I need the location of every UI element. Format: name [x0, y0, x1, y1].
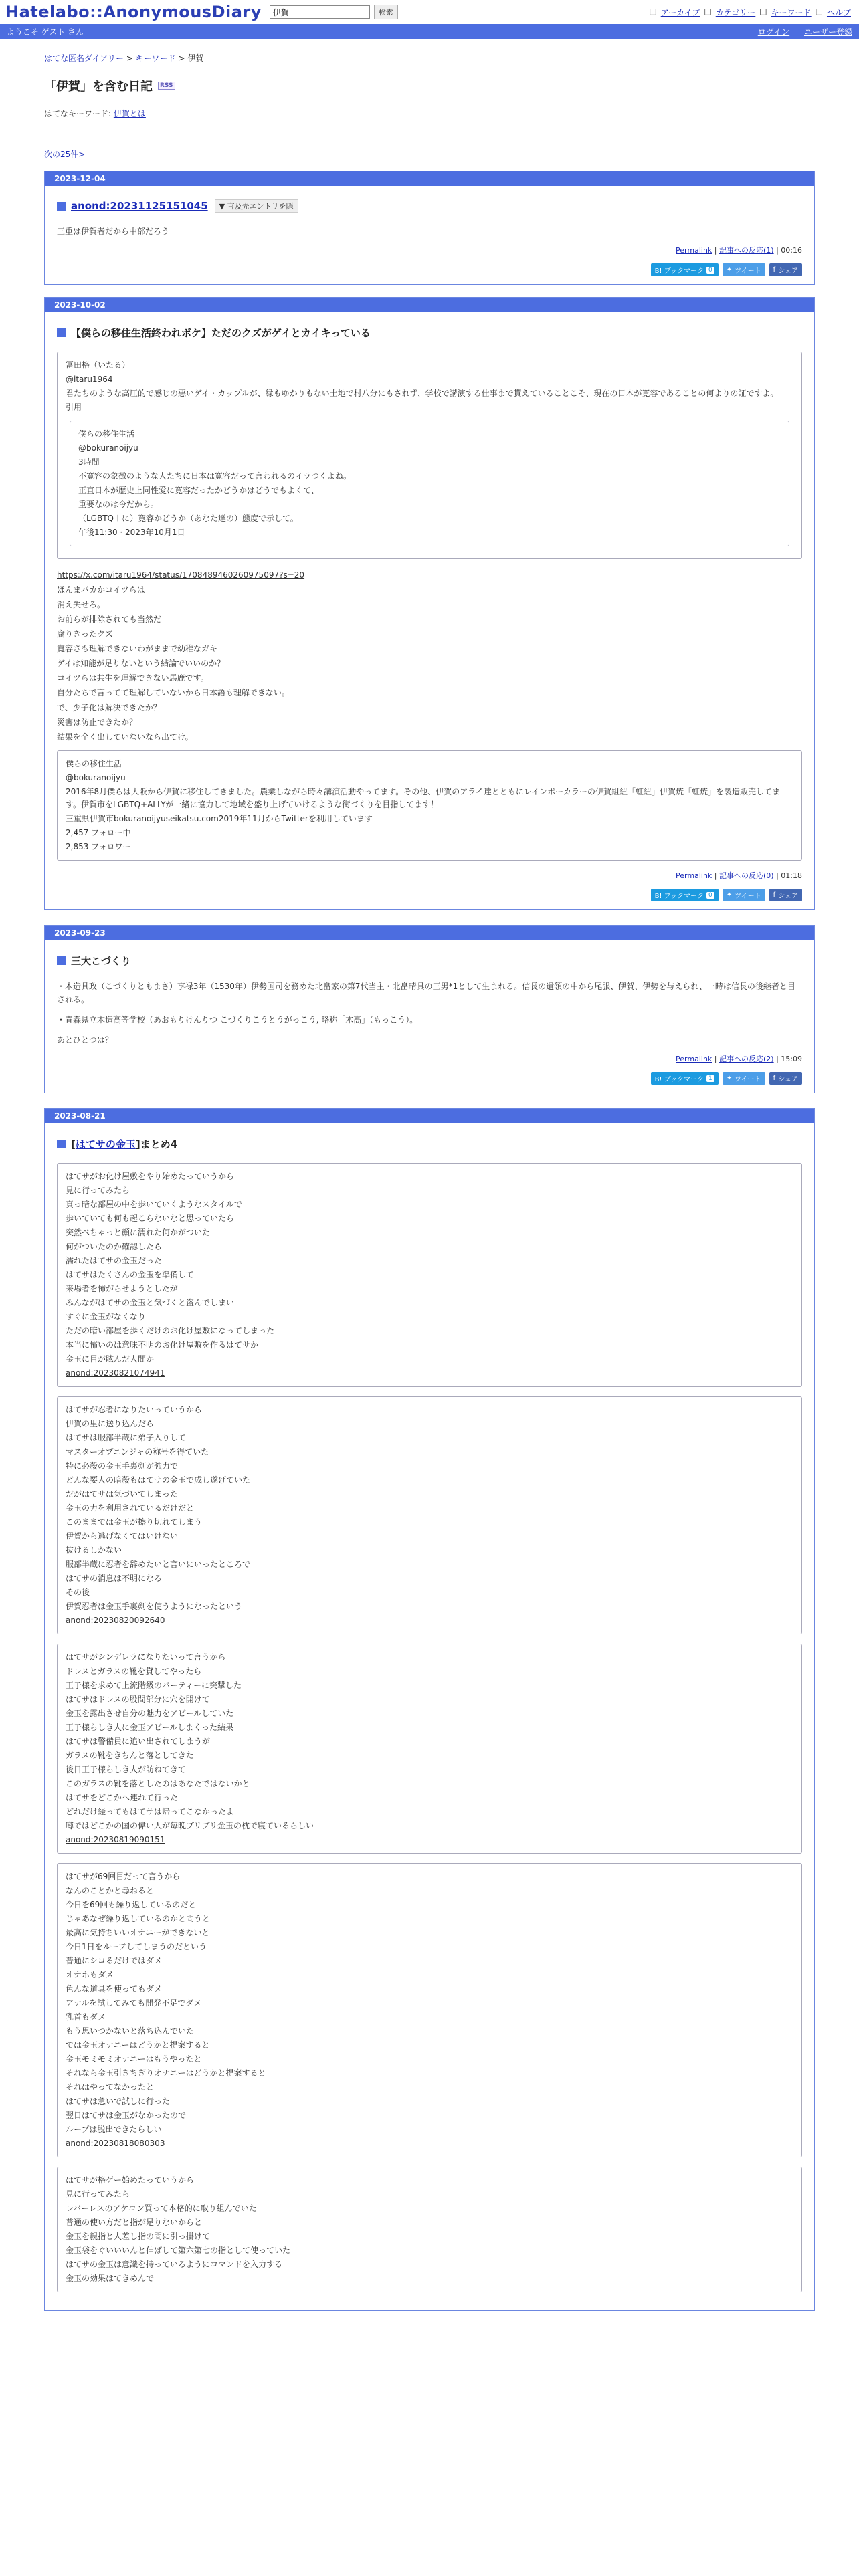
- quote-line: マスターオブニンジャの称号を得ていた: [66, 1447, 209, 1457]
- entry-footer: Permalink | 記事への反応(2) | 15:09: [676, 1055, 802, 1063]
- quote-line: 3時間: [78, 457, 100, 467]
- entry-title: 【僕らの移住生活終われボケ】ただのクズがゲイとカイキっている: [71, 327, 371, 339]
- quote-line: はてサは警備員に追い出されてしまうが: [66, 1737, 211, 1746]
- quote-line: それなら金玉引きちぎりオナニーはどうかと提案すると: [66, 2068, 266, 2078]
- entry-square-icon: [57, 202, 66, 211]
- quote-line: その後: [66, 1588, 90, 1597]
- quote-line: ドレスとガラスの靴を貸してやったら: [66, 1667, 202, 1676]
- quote-line: 噂ではどこかの国の偉い人が毎晩ブリブリ金玉の枕で寝ているらしい: [66, 1821, 314, 1830]
- entry-title: 三大こづくり: [71, 955, 131, 967]
- share-buttons: [57, 263, 802, 276]
- quote-line: 金玉を露出させ自分の魅力をアピールしていた: [66, 1709, 234, 1718]
- day-date: 2023-12-04: [45, 171, 814, 186]
- hatena-bookmark-button[interactable]: B! ブックマーク 0: [651, 263, 719, 276]
- main-content: [44, 52, 815, 2311]
- quote-line: 2,457 フォロー中: [66, 828, 131, 837]
- quote-line: 見に行ってみたら: [66, 1186, 130, 1195]
- keyword-row: [44, 108, 815, 119]
- quote-line: 本当に怖いのは意味不明のお化け屋敷を作るはてサか: [66, 1340, 259, 1350]
- entry-footer: Permalink | 記事への反応(0) | 01:18: [676, 871, 802, 880]
- search-button[interactable]: 検索: [374, 5, 398, 19]
- quote-line: すぐに金玉がなくなり: [66, 1312, 147, 1321]
- category-link[interactable]: カテゴリー: [715, 8, 756, 17]
- blockquote: [57, 2167, 802, 2292]
- reactions-link[interactable]: 記事への反応(2): [719, 1055, 774, 1063]
- blockquote: [57, 352, 802, 559]
- quote-line: どんな要人の暗殺もはてサの金玉で成し遂げていた: [66, 1475, 251, 1485]
- entry-text: あとひとつは？: [57, 1035, 113, 1045]
- entry-title-row: [57, 326, 802, 340]
- quote-line: 乳首もダメ: [66, 2012, 106, 2022]
- quote-line: 君たちのような高圧的で感じの悪いゲイ・カップルが、縁もゆかりもない土地で村八分にもされず、学校で講演する仕事まで貰えていることこそ、現在の日本が寛容であることの何よりの証ですよ。: [66, 389, 779, 398]
- tweet-button[interactable]: ✦ ツイート: [723, 1072, 765, 1085]
- entry-line: で、少子化は解決できたか？: [57, 703, 161, 712]
- quote-line: もう思いつかないと落ち込んでいた: [66, 2026, 195, 2036]
- quote-line: 金玉の力を利用されているだけだと: [66, 1503, 195, 1513]
- quote-line: ループは脱出できたらしい: [66, 2125, 162, 2134]
- quote-line: 2016年8月僕らは大阪から伊賀に移住してきました。農業しながら時々講演活動やってます。その他、伊賀のアライ達とともにレインボーカラーの伊賀組紐「虹紐」伊賀焼「虹焼」を製造販売してます。伊賀市をLGBTQ+ALLYが一緒に協力して地域を盛り上げていけるような街づくりを目指してます！: [66, 787, 781, 809]
- category-icon: □: [704, 7, 712, 16]
- quote-line: 今日を69回も繰り返しているのだと: [66, 1900, 197, 1909]
- quote-line: では金玉オナニーはどうかと提案すると: [66, 2040, 210, 2050]
- quote-line: 抜けるしかない: [66, 1545, 122, 1555]
- quote-line: 金玉を親指と人差し指の間に引っ掛けて: [66, 2232, 211, 2241]
- quote-line: 王子様を求めて上流階級のパーティーに突撃した: [66, 1681, 242, 1690]
- anond-link[interactable]: anond:20230820092640: [66, 1616, 165, 1625]
- quote-line: はてサは服部半蔵に弟子入りして: [66, 1433, 187, 1442]
- quote-line: 突然べちゃっと顔に濡れた何かがついた: [66, 1228, 211, 1237]
- entry-footer: Permalink | 記事への反応(1) | 00:16: [676, 246, 802, 255]
- quote-line: ガラスの靴をきちんと落としてきた: [66, 1751, 194, 1760]
- entry-square-icon: [57, 956, 66, 965]
- entry: [57, 326, 802, 901]
- blockquote: [57, 1644, 802, 1854]
- entry-line: お前らが排除されても当然だ: [57, 615, 162, 624]
- quote-line: はてサが格ゲー始めたっていうから: [66, 2175, 195, 2185]
- quote-line: はてサの消息は不明になる: [66, 1574, 163, 1583]
- user-links: [746, 26, 852, 37]
- entry-line: コイツらは共生を理解できない馬鹿です。: [57, 673, 209, 683]
- page-title: 「伊賀」を含む日記: [44, 80, 153, 94]
- facebook-share-button[interactable]: f シェア: [769, 263, 802, 276]
- quote-line: 真っ暗な部屋の中を歩いていくようなスタイルで: [66, 1200, 242, 1209]
- quote-line: それはやってなかったと: [66, 2082, 155, 2092]
- next-page-link[interactable]: 次の25件>: [44, 150, 86, 159]
- quote-line: オナホもダメ: [66, 1970, 114, 1979]
- quote-line: 金玉の効果はてきめんで: [66, 2274, 155, 2283]
- breadcrumb-sep: >: [178, 53, 185, 63]
- quote-line: はてサがシンデレラになりたいって言うから: [66, 1652, 226, 1662]
- twitter-icon: ✦: [726, 1075, 733, 1082]
- keyword-link-iga[interactable]: 伊賀とは: [113, 109, 146, 118]
- quote-line: このままでは金玉が擦り切れてしまう: [66, 1517, 203, 1527]
- title-bracket: [: [71, 1138, 76, 1150]
- quote-line: 冨田格（いたる）: [66, 360, 130, 370]
- anond-link[interactable]: anond:20230821074941: [66, 1368, 165, 1378]
- breadcrumb-home[interactable]: はてな匿名ダイアリー: [44, 53, 124, 63]
- quote-line: @bokuranoijyu: [66, 773, 126, 782]
- quote-line: 三重県伊賀市bokuranoijyuseikatsu.com2019年11月からTwitterを利用しています: [66, 814, 373, 823]
- tweet-link[interactable]: https://x.com/itaru1964/status/1708489460260975097?s=20: [57, 570, 305, 580]
- page-title-row: [44, 77, 815, 94]
- entry-square-icon: [57, 1140, 66, 1148]
- entry-title-rest: まとめ4: [140, 1138, 178, 1150]
- quote-line: 金玉袋をぐいいいんと伸ばして第六第七の指として使っていた: [66, 2246, 291, 2255]
- facebook-icon: f: [773, 1075, 776, 1082]
- entry-title-row: [57, 1137, 802, 1151]
- keyword-label: はてなキーワード:: [44, 109, 112, 118]
- quote-line: 伊賀から逃げなくてはいけない: [66, 1531, 179, 1541]
- anond-link[interactable]: anond:20230818080303: [66, 2139, 165, 2148]
- user-bar: [0, 24, 859, 39]
- site-logo[interactable]: Hatelabo::AnonymousDiary: [5, 3, 262, 21]
- tweet-button[interactable]: ✦ ツイート: [723, 889, 765, 901]
- twitter-icon: ✦: [726, 266, 733, 274]
- quote-line: 王子様らしき人に金玉アピールしまくった結果: [66, 1723, 234, 1732]
- entry-line: 寛容さも理解できないわがままで幼稚なガキ: [57, 644, 218, 653]
- quote-line: 歩いていても何も起こらないなと思っていたら: [66, 1214, 235, 1223]
- day-section: [44, 925, 815, 1093]
- keyword-icon: □: [759, 7, 767, 16]
- permalink[interactable]: Permalink: [676, 871, 712, 880]
- day-body: [45, 186, 814, 284]
- blockquote: [57, 750, 802, 861]
- day-body: [45, 940, 814, 1093]
- day-date: 2023-08-21: [45, 1109, 814, 1123]
- tweet-button[interactable]: ✦ ツイート: [723, 263, 765, 276]
- facebook-share-button[interactable]: f シェア: [769, 1072, 802, 1085]
- day-body: [45, 1123, 814, 2310]
- blockquote: [57, 1396, 802, 1634]
- breadcrumb-current: 伊賀: [187, 53, 204, 63]
- entry-line: 消え失せろ。: [57, 600, 106, 609]
- entry-title-keyword-link[interactable]: はてサの金玉: [75, 1138, 136, 1150]
- quote-line: だがはてサは気づいてしまった: [66, 1489, 179, 1499]
- quote-line: 不寛容の象徴のような人たちに日本は寛容だって言われるのイラつくよね。: [78, 471, 352, 481]
- quote-line: 何がついたのか確認したら: [66, 1242, 163, 1251]
- help-icon: □: [815, 7, 823, 16]
- hatena-bookmark-button[interactable]: B! ブックマーク 0: [651, 889, 719, 901]
- facebook-share-button[interactable]: f シェア: [769, 889, 802, 901]
- quote-line: 特に必殺の金玉手裏剣が強力で: [66, 1461, 179, 1471]
- quote-line: 今日1日をループしてしまうのだという: [66, 1942, 207, 1951]
- keyword-link[interactable]: キーワード: [771, 8, 812, 17]
- quote-line: 金玉モミモミオナニーはもうやったと: [66, 2054, 202, 2064]
- quote-line: はてサの金玉は意識を持っているようにコマンドを入力する: [66, 2260, 283, 2269]
- top-links: [649, 7, 851, 18]
- breadcrumb-keyword[interactable]: キーワード: [135, 53, 176, 63]
- day-date: 2023-10-02: [45, 298, 814, 312]
- blockquote: [57, 1863, 802, 2157]
- permalink[interactable]: Permalink: [676, 246, 712, 255]
- blockquote: [57, 1163, 802, 1387]
- permalink[interactable]: Permalink: [676, 1055, 712, 1063]
- quote-line: 濡れたはてサの金玉だった: [66, 1256, 163, 1265]
- hide-reference-button[interactable]: ▼ 言及先エントリを隠: [215, 199, 298, 213]
- quote-line: @itaru1964: [66, 374, 113, 384]
- rss-icon[interactable]: RSS: [158, 82, 175, 90]
- entry-line: ほんまバカかコイツらは: [57, 585, 145, 595]
- quote-list: [57, 1163, 802, 2292]
- bookmark-count: 0: [706, 892, 714, 899]
- quote-line: アナルを試してみても開発不足でダメ: [66, 1998, 202, 2008]
- share-buttons: [57, 889, 802, 901]
- search-input[interactable]: [270, 5, 370, 19]
- quote-line: 最高に気持ちいいオナニーができないと: [66, 1928, 210, 1937]
- quote-line: はてサが忍者になりたいっていうから: [66, 1405, 203, 1414]
- quote-line: 色んな道具を使ってもダメ: [66, 1984, 163, 1994]
- quote-line: （LGBTQ＋に）寛容かどうか（あなた達の）態度で示して。: [78, 514, 298, 523]
- entry-text: ・木造具政（こづくりともまさ）享禄3年（1530年）伊勢国司を務めた北畠家の第7代当主・北畠晴具の三男*1として生まれる。信長の遺領の中から尾張、伊賀、伊勢を与えられ、一時は信長の後継者と目される。: [57, 982, 795, 1004]
- nested-blockquote: [70, 421, 789, 546]
- quote-line: どれだけ経ってもはてサは帰ってこなかったよ: [66, 1807, 235, 1816]
- quote-line: はてサがお化け屋敷をやり始めたっていうから: [66, 1172, 235, 1181]
- day-section: [44, 171, 815, 285]
- login-link[interactable]: ログイン: [757, 27, 790, 37]
- quote-line: 2,853 フォロワー: [66, 842, 131, 851]
- quote-line: はてサは急いで試しに行った: [66, 2097, 171, 2106]
- quote-line: 僕らの移住生活: [78, 429, 135, 439]
- entry-title-row: [57, 954, 802, 968]
- help-link[interactable]: ヘルプ: [826, 8, 851, 17]
- entry-text: 三重は伊賀者だから中部だろう: [57, 227, 170, 236]
- twitter-icon: ✦: [726, 891, 733, 899]
- quote-line: みんながはてサの金玉と気づくと盗んでしまい: [66, 1298, 235, 1307]
- quote-line: はてサが69回目だって言うから: [66, 1872, 181, 1881]
- archive-icon: □: [649, 7, 657, 16]
- quote-line: 引用: [66, 403, 82, 412]
- reactions-link[interactable]: 記事への反応(1): [719, 246, 774, 255]
- bookmark-count: 0: [706, 267, 714, 274]
- bookmark-count: 1: [706, 1075, 714, 1082]
- entry-line: 結果を全く出していないなら出てけ。: [57, 732, 193, 742]
- facebook-icon: f: [773, 266, 776, 274]
- quote-line: 見に行ってみたら: [66, 2189, 130, 2199]
- quote-line: 翌日はてサは金玉がなかったので: [66, 2111, 187, 2120]
- quote-line: はてサをどこかへ連れて行った: [66, 1793, 179, 1802]
- quote-line: 伊賀の里に送り込んだら: [66, 1419, 155, 1428]
- entry-line: ゲイは知能が足りないという結論でいいのか？: [57, 659, 225, 668]
- breadcrumb: [44, 52, 815, 64]
- quote-line: じゃあなぜ繰り返しているのかと問うと: [66, 1914, 211, 1923]
- quote-line: このガラスの靴を落としたのはあなたではないかと: [66, 1779, 250, 1788]
- top-bar: [0, 0, 859, 24]
- quote-line: 伊賀忍者は金玉手裏剣を使うようになったという: [66, 1602, 243, 1611]
- quote-line: なんのことかと尋ねると: [66, 1886, 155, 1895]
- quote-line: 僕らの移住生活: [66, 759, 122, 768]
- entry: [57, 1137, 802, 2292]
- quote-line: はてサはたくさんの金玉を準備して: [66, 1270, 195, 1279]
- anond-link[interactable]: anond:20230819090151: [66, 1835, 165, 1844]
- quote-line: 金玉に目が眩んだ人間か: [66, 1354, 155, 1364]
- day-date: 2023-09-23: [45, 926, 814, 940]
- breadcrumb-sep: >: [126, 53, 133, 63]
- quote-line: 正直日本が歴史上同性愛に寛容だったかどうかはどうでもよくて、: [78, 486, 319, 495]
- entry-line: 災害は防止できたか？: [57, 718, 138, 727]
- entry-square-icon: [57, 328, 66, 337]
- reactions-link[interactable]: 記事への反応(0): [719, 871, 774, 880]
- quote-line: はてサはドレスの股間部分に穴を開けて: [66, 1695, 210, 1704]
- entry-time: 00:16: [781, 246, 802, 255]
- facebook-icon: f: [773, 891, 776, 899]
- quote-line: 普通の使い方だと指が足りないからと: [66, 2218, 203, 2227]
- entry: [57, 199, 802, 276]
- entry-line: 自分たちで言ってて理解していないから日本語も理解できない。: [57, 688, 290, 697]
- welcome-text: ようこそ ゲスト さん: [7, 27, 84, 37]
- quote-line: 来場者を怖がらせようとしたが: [66, 1284, 178, 1293]
- quote-line: 普通にシコるだけではダメ: [66, 1956, 163, 1965]
- day-section: [44, 297, 815, 910]
- quote-line: 午後11:30 · 2023年10月1日: [78, 528, 185, 537]
- entry: [57, 954, 802, 1085]
- day-body: [45, 312, 814, 909]
- quote-line: 服部半蔵に忍者を辞めたいと言いにいったところで: [66, 1560, 250, 1569]
- share-buttons: [57, 1072, 802, 1085]
- entry-line: 腐りきったクズ: [57, 629, 113, 639]
- archive-link[interactable]: アーカイブ: [660, 8, 700, 17]
- quote-line: レバーレスのアケコン買って本格的に取り組んでいた: [66, 2204, 257, 2213]
- quote-line: ただの暗い部屋を歩くだけのお化け屋敷になってしまった: [66, 1326, 275, 1335]
- entry-time: 01:18: [781, 871, 802, 880]
- quote-line: 重要なのは今だから。: [78, 500, 159, 509]
- entry-title-link[interactable]: anond:20231125151045: [71, 200, 208, 212]
- entry-text: ・青森県立木造高等学校（あおもりけんりつ こづくりこうとうがっこう, 略称「木高」（もっこう）。: [57, 1015, 418, 1025]
- hatena-bookmark-button[interactable]: B! ブックマーク 1: [651, 1072, 719, 1085]
- quote-line: @bokuranoijyu: [78, 443, 138, 453]
- day-section: [44, 1108, 815, 2311]
- title-bracket: ]: [135, 1138, 140, 1150]
- register-link[interactable]: ユーザー登録: [803, 27, 852, 37]
- quote-line: 後日王子様らしき人が訪ねてきて: [66, 1765, 186, 1774]
- entry-title-row: [57, 199, 802, 213]
- entry-time: 15:09: [781, 1055, 802, 1063]
